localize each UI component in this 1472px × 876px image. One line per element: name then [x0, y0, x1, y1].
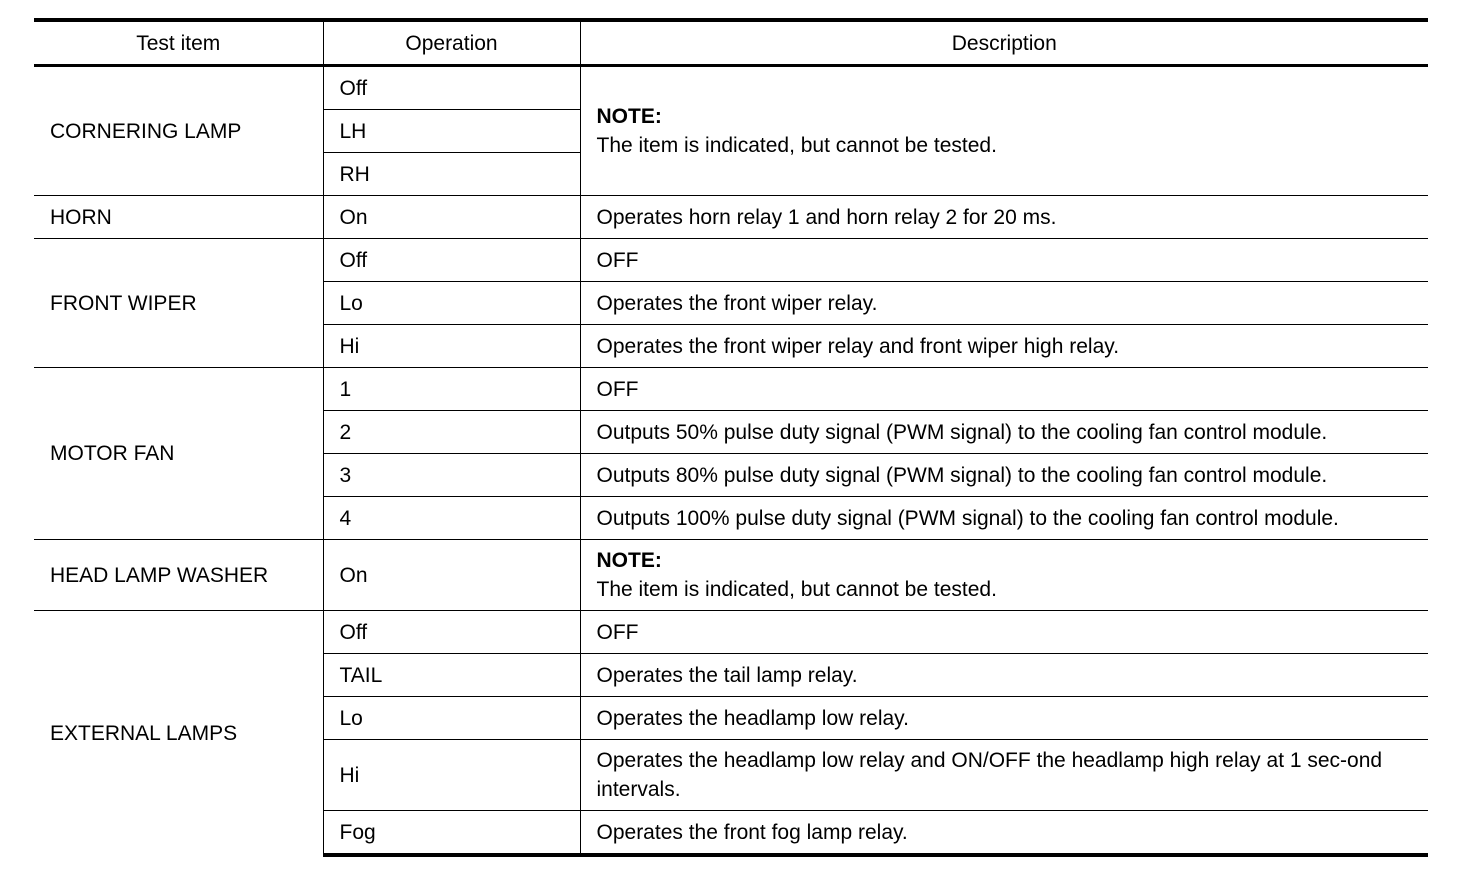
description-cell: Outputs 100% pulse duty signal (PWM signal) to the cooling fan control module. — [580, 497, 1428, 540]
table-row — [34, 611, 1428, 654]
operation-cell: 2 — [323, 411, 580, 454]
test-item-horn: HORN — [34, 196, 323, 239]
description-cell: Operates the front fog lamp relay. — [580, 811, 1428, 856]
header-test-item: Test item — [34, 20, 323, 66]
description-cell: Outputs 50% pulse duty signal (PWM signal) to the cooling fan control module. — [580, 411, 1428, 454]
test-item-cornering-lamp: CORNERING LAMP — [34, 66, 323, 196]
description-cell: OFF — [580, 611, 1428, 654]
note-text: The item is indicated, but cannot be tested. — [596, 134, 997, 157]
description-cell: Outputs 80% pulse duty signal (PWM signal) to the cooling fan control module. — [580, 454, 1428, 497]
test-table-container — [34, 18, 1428, 857]
test-item-front-wiper: FRONT WIPER — [34, 239, 323, 368]
description-cell: Operates the headlamp low relay. — [580, 697, 1428, 740]
header-description: Description — [580, 20, 1428, 66]
operation-cell: Lo — [323, 697, 580, 740]
table-row — [34, 66, 1428, 110]
operation-cell: Off — [323, 239, 580, 282]
active-test-table — [34, 18, 1428, 857]
note-label: NOTE: — [596, 105, 662, 128]
note-text: The item is indicated, but cannot be tested. — [596, 578, 997, 601]
operation-cell: On — [323, 196, 580, 239]
operation-cell: Off — [323, 66, 580, 110]
description-cell: Operates the front wiper relay. — [580, 282, 1428, 325]
test-item-head-lamp-washer: HEAD LAMP WASHER — [34, 540, 323, 611]
description-cell: OFF — [580, 239, 1428, 282]
test-item-motor-fan: MOTOR FAN — [34, 368, 323, 540]
operation-cell: 3 — [323, 454, 580, 497]
operation-cell: TAIL — [323, 654, 580, 697]
description-cell: OFF — [580, 368, 1428, 411]
table-row — [34, 196, 1428, 239]
operation-cell: Fog — [323, 811, 580, 856]
description-note-cell — [580, 540, 1428, 611]
operation-cell: Hi — [323, 325, 580, 368]
table-row — [34, 368, 1428, 411]
description-cell: Operates the front wiper relay and front wiper high relay. — [580, 325, 1428, 368]
operation-cell: Hi — [323, 740, 580, 811]
operation-cell: Lo — [323, 282, 580, 325]
table-header-row — [34, 20, 1428, 66]
operation-cell: 4 — [323, 497, 580, 540]
operation-cell: 1 — [323, 368, 580, 411]
description-note-cell — [580, 66, 1428, 196]
table-row — [34, 239, 1428, 282]
description-cell: Operates the headlamp low relay and ON/OFF the headlamp high relay at 1 sec-ond intervals. — [580, 740, 1428, 811]
header-operation: Operation — [323, 20, 580, 66]
table-row — [34, 540, 1428, 611]
description-cell: Operates the tail lamp relay. — [580, 654, 1428, 697]
test-item-external-lamps: EXTERNAL LAMPS — [34, 611, 323, 856]
operation-cell: Off — [323, 611, 580, 654]
operation-cell: RH — [323, 153, 580, 196]
description-cell: Operates horn relay 1 and horn relay 2 for 20 ms. — [580, 196, 1428, 239]
note-label: NOTE: — [596, 549, 662, 572]
operation-cell: LH — [323, 110, 580, 153]
operation-cell: On — [323, 540, 580, 611]
